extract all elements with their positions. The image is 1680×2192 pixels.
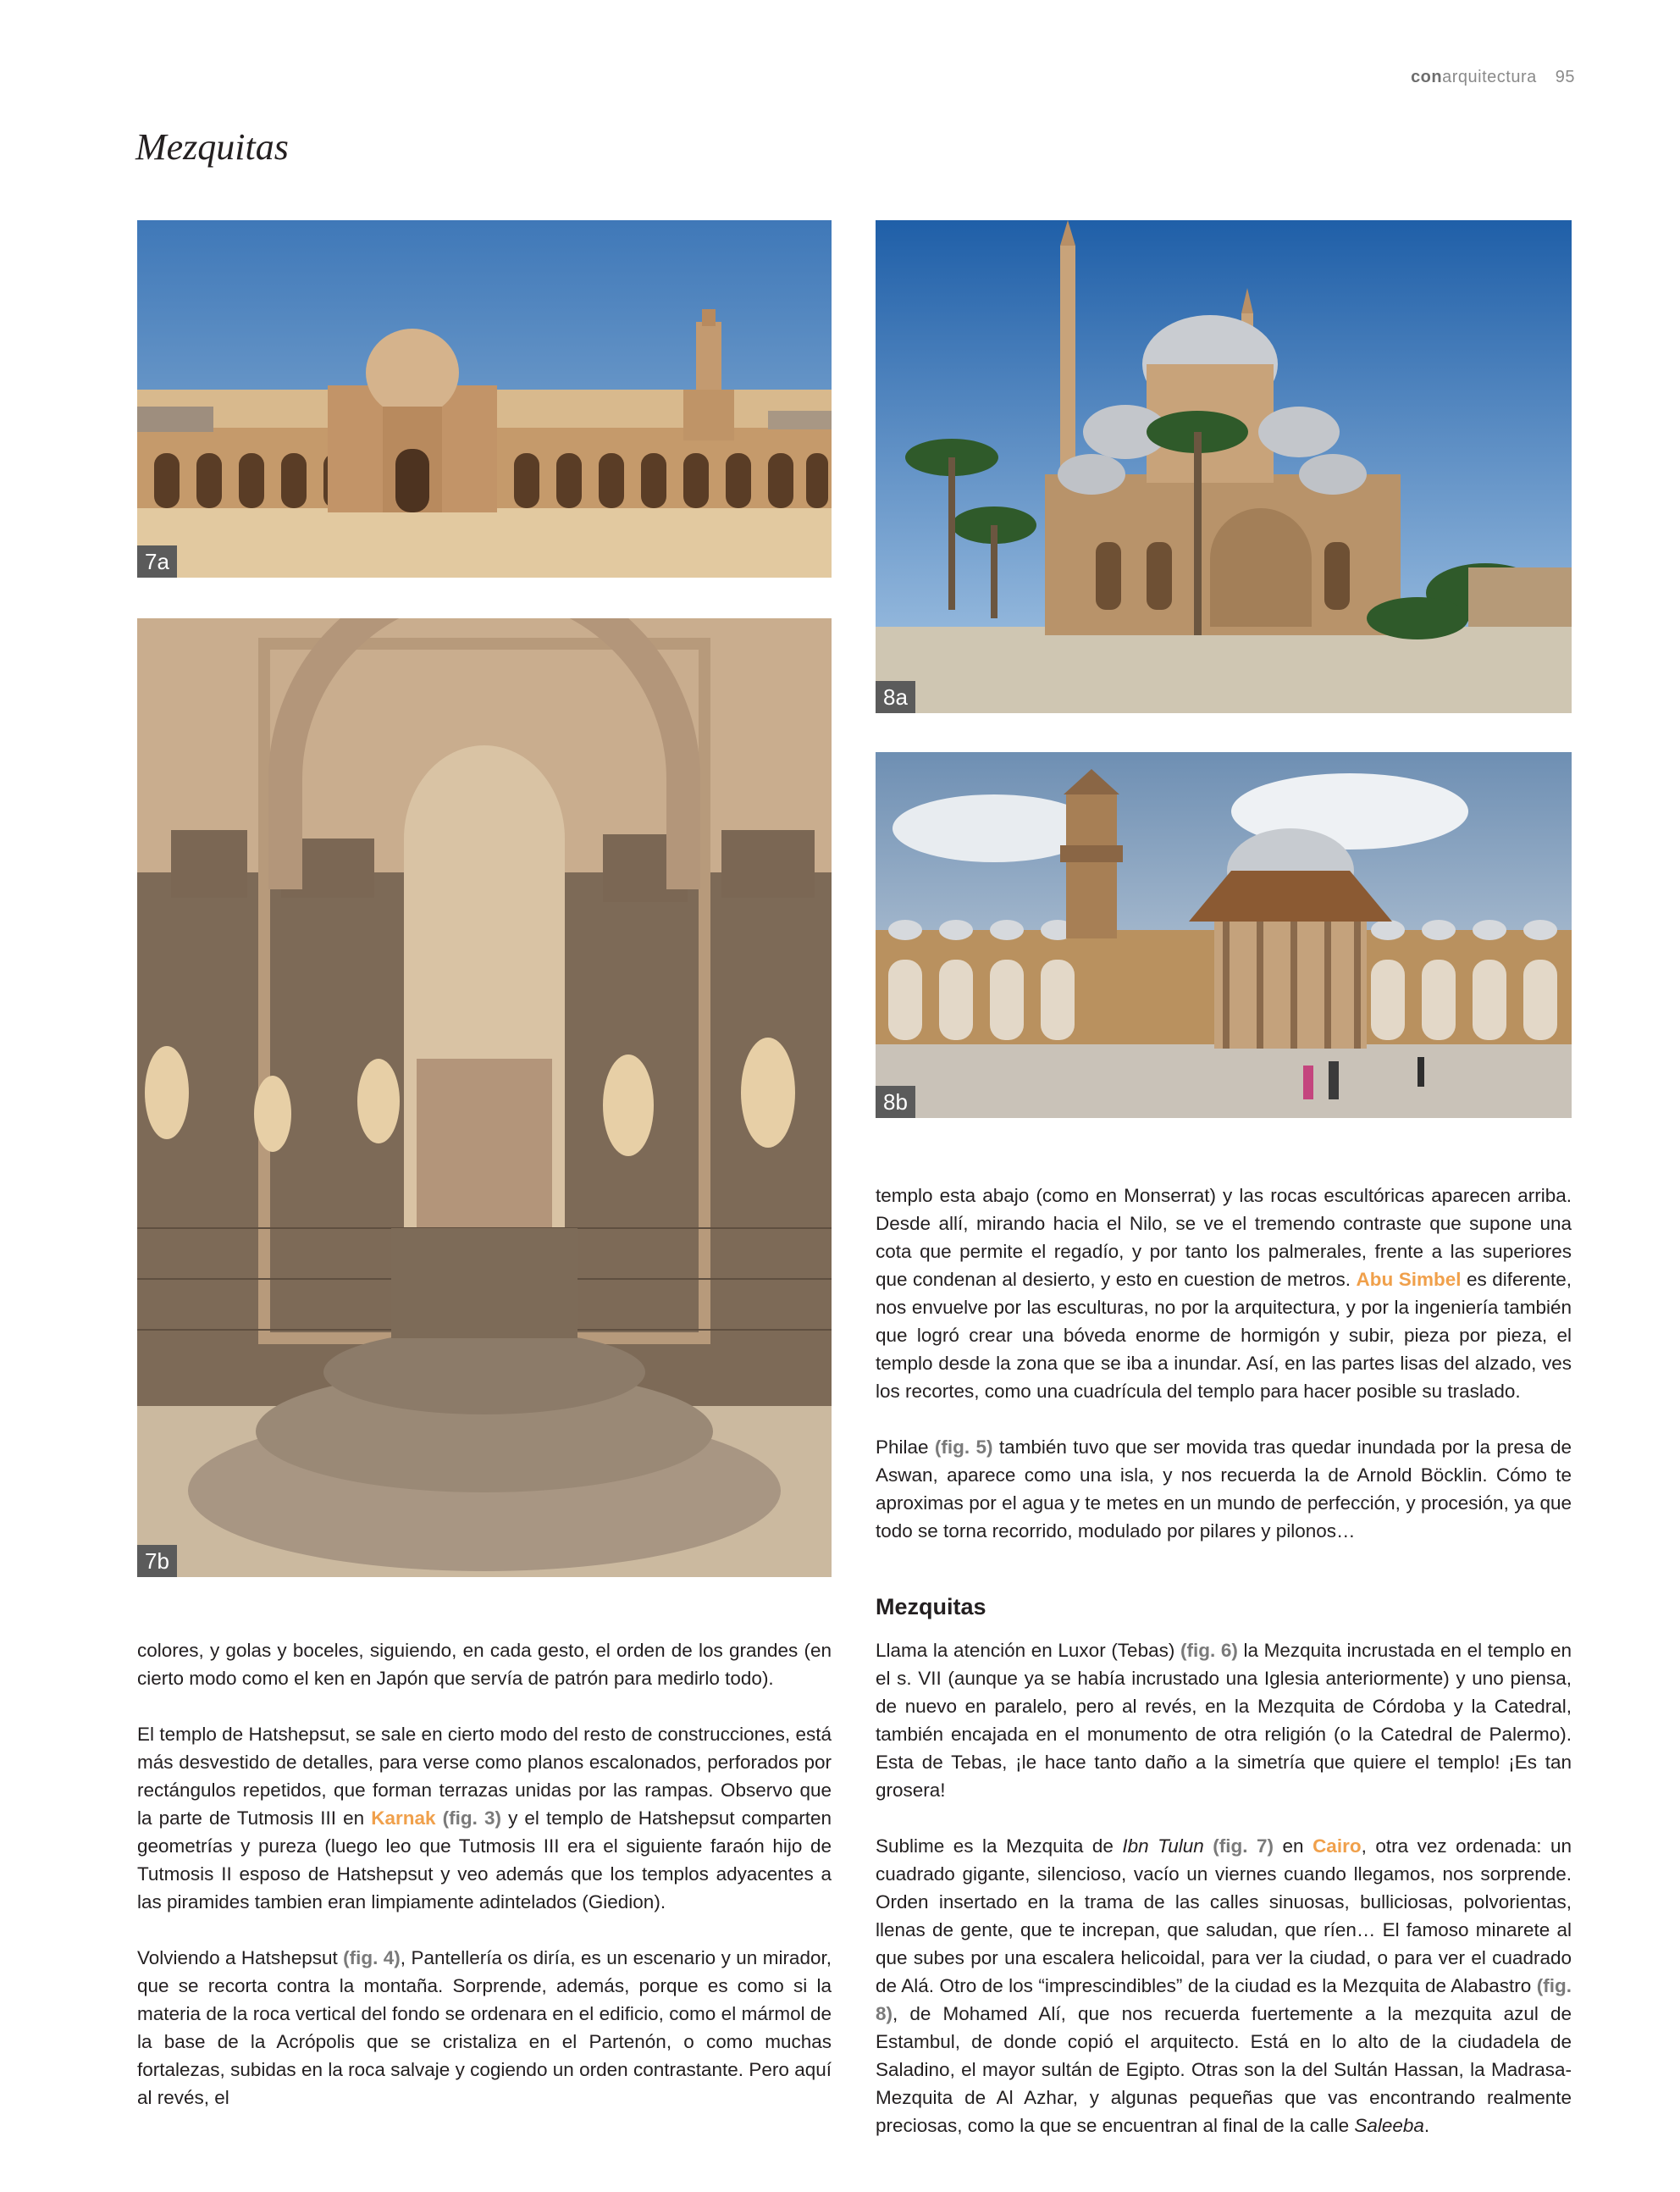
paragraph-right-1: templo esta abajo (como en Monserrat) y las rocas escultóricas aparecen arriba. Desde allí, mirando hacia el Nilo, se ve el tremendo contraste que supone una cota que permite el regadío, y por tanto los palmerales, frente a las superiores que condenan al desierto, y esto en cuestion de metros. Abu Simbel es diferente, nos envuelve por las esculturas, no por la arquitectura, y por la ingeniería también que logró crear una bóveda enorme de hormigón y subir, pieza por pieza, el templo desde la zona que se iba a inundar. Así, en las partes lisas del alzado, ves los recortes, como una cuadrícula del templo para hacer posible su traslado.: [876, 1185, 1572, 1402]
right-text-column-lower: [876, 1636, 1572, 2139]
photo-8a: [876, 220, 1572, 713]
place-link-karnak: Karnak: [371, 1807, 436, 1829]
magazine-brand-bold: con: [1411, 68, 1443, 86]
figure-7a-ibn-tulun-courtyard: [137, 220, 832, 578]
left-text-column: [137, 1636, 832, 2112]
photo-7a: [137, 220, 832, 578]
figure-7b-arch-doorway: [137, 618, 832, 1577]
italic-saleeba: Saleeba: [1354, 2115, 1424, 2136]
figure-label-8a: 8a: [876, 681, 915, 713]
right-text-column-upper: [876, 1182, 1572, 1545]
figure-label-7a: 7a: [137, 545, 177, 578]
place-link-abu-simbel: Abu Simbel: [1356, 1269, 1462, 1290]
figure-8b-mosque-courtyard: [876, 752, 1572, 1118]
running-head: [1372, 68, 1575, 93]
figure-ref-3: (fig. 3): [442, 1807, 501, 1829]
figure-8a-alabaster-mosque: [876, 220, 1572, 713]
paragraph-left-1: colores, y golas y boceles, siguiendo, en cada gesto, el orden de los grandes (en cierto modo como el ken en Japón que servía de patrón para medirlo todo).: [137, 1640, 832, 1689]
paragraph-right-4: Sublime es la Mezquita de Ibn Tulun (fig. 7) en Cairo, otra vez ordenada: un cuadrado gigante, silencioso, vacío un viernes cuando llegamos, nos sorprende. Orden insertado en la trama de las calles sinuosas, bulliciosas, polvorientas, llenas de gente, que te increpan, que saludan, que ríen… El famoso minarete al que subes por una escalera helicoidal, para ver la ciudad, o para ver el cuadrado de Alá. Otro de los “imprescindibles” de la ciudad es la Mezquita de Alabastro (fig. 8), de Mohamed Alí, que nos recuerda fuertemente a la mezquita azul de Estambul, de donde copió el arquitecto. Está en lo alto de la ciudadela de Saladino, el mayor sultán de Egipto. Otras son la del Sultán Hassan, la Madrasa-Mezquita de Al Azhar, y algunas pequeñas que vas encontrando realmente preciosas, como la que se encuentran al final de la calle Saleeba.: [876, 1835, 1572, 2136]
figure-ref-7: (fig. 7): [1213, 1835, 1274, 1857]
photo-7b: [137, 618, 832, 1577]
page-number: 95: [1555, 68, 1575, 86]
figure-ref-6: (fig. 6): [1180, 1640, 1238, 1661]
place-link-cairo: Cairo: [1312, 1835, 1362, 1857]
paragraph-left-3: Volviendo a Hatshepsut (fig. 4), Pantellería os diría, es un escenario y un mirador, que se recorta contra la montaña. Sorprende, además, porque es como si la materia de la roca vertical del fondo se ordenara en el edificio, como el mármol de la base de la Acrópolis que se cristaliza en el Partenón, o como muchas fortalezas, subidas en la roca salvaje y cogiendo un orden contrastante. Pero aquí al revés, el: [137, 1947, 832, 2108]
page-title: Mezquitas: [135, 126, 289, 168]
figure-ref-8: (fig. 8): [876, 1975, 1572, 2024]
figure-label-8b: 8b: [876, 1086, 915, 1118]
paragraph-left-2: El templo de Hatshepsut, se sale en cierto modo del resto de construcciones, está más desvestido de detalles, para verse como planos escalonados, perforados por rectángulos repetidos, que forman terrazas unidas por las rampas. Observo que la parte de Tutmosis III en Karnak (fig. 3) y el templo de Hatshepsut comparten geometrías y pureza (luego leo que Tutmosis III era el siguiente faraón hijo de Tutmosis II esposo de Hatshepsut y veo además que los templos adyacentes a las piramides tambien eran limpiamente adintelados (Giedion).: [137, 1724, 832, 1912]
figure-label-7b: 7b: [137, 1545, 177, 1577]
italic-ibn-tulun: Ibn Tulun: [1122, 1835, 1204, 1857]
figure-ref-5: (fig. 5): [934, 1436, 993, 1458]
section-heading-mezquitas: Mezquitas: [876, 1594, 986, 1619]
figure-ref-4: (fig. 4): [343, 1947, 401, 1968]
magazine-brand-rest: arquitectura: [1442, 68, 1537, 86]
paragraph-right-3: Llama la atención en Luxor (Tebas) (fig. 6) la Mezquita incrustada en el templo en el s. VII (aunque ya se había incrustado una Iglesia anteriormente) y uno piensa, de nuevo en paralelo, pero al revés, en la Mezquita de Córdoba y la Catedral, también encajada en el monumento de otra religión (o la Catedral de Palermo). Esta de Tebas, ¡le hace tanto daño a la simetría que quiere el templo! ¡Es tan grosera!: [876, 1640, 1572, 1801]
photo-8b: [876, 752, 1572, 1118]
paragraph-right-2: Philae (fig. 5) también tuvo que ser movida tras quedar inundada por la presa de Aswan, aparece como una isla, y nos recuerda la de Arnold Böcklin. Cómo te aproximas por el agua y te metes en un mundo de perfección, y procesión, ya que todo se torna recorrido, modulado por pilares y pilonos…: [876, 1436, 1572, 1542]
